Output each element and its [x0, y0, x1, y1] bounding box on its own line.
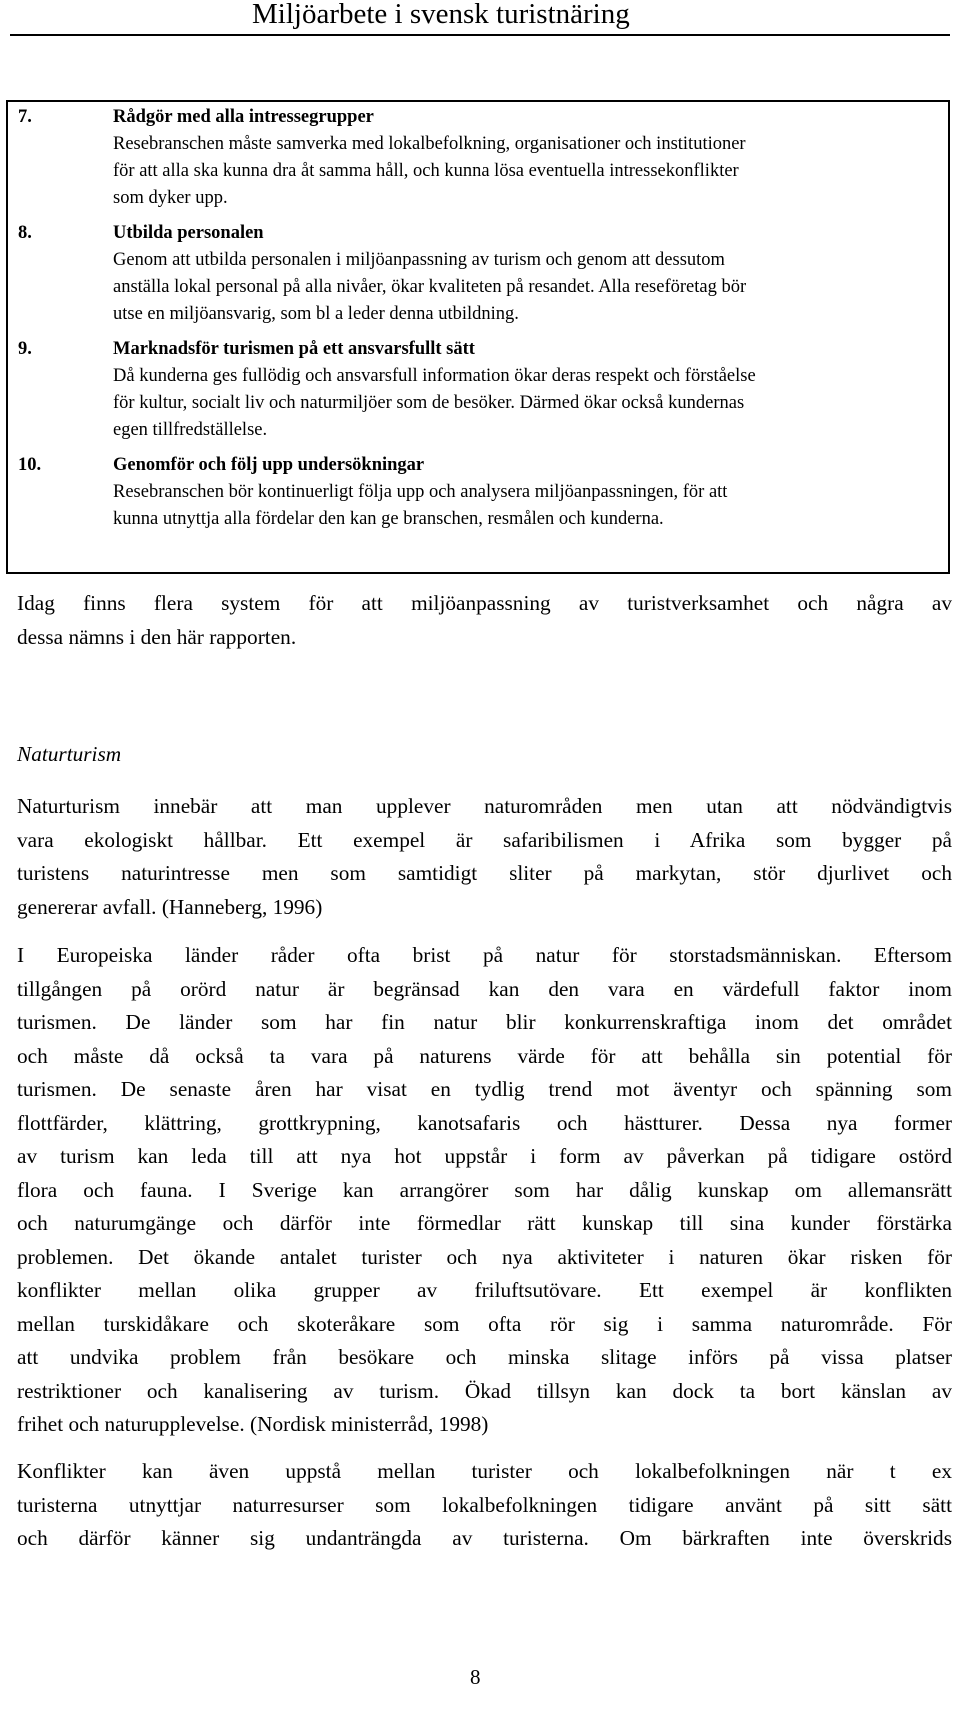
running-header — [10, 0, 950, 36]
text-line: Resebranschen måste samverka med lokalbefolkning, organisationer och institutioner — [113, 134, 746, 154]
list-item-body — [113, 479, 933, 533]
text-line: för kultur, socialt liv och naturmiljöer som de besöker. Därmed ökar också kundernas — [113, 393, 745, 413]
text-line: vara ekologiskt hållbar. Ett exempel är safaribilismen i Afrika som bygger på — [17, 827, 952, 852]
text-line: anställa lokal personal på alla nivåer, ökar kvaliteten på resandet. Alla reseföretag bör — [113, 277, 747, 297]
text-line: mellan turskidåkare och skoteråkare som ofta rör sig i samma naturområde. För — [17, 1311, 952, 1336]
text-line: turistens naturintresse men som samtidigt sliter på markytan, stör djurlivet och — [17, 861, 952, 885]
list-item-body — [113, 363, 933, 444]
text-line: av turism kan leda till att nya hot uppstår i form av påverkan på tidigare ostörd — [17, 1144, 952, 1168]
list-item-number: 7. — [18, 107, 32, 127]
recommendation-box — [6, 100, 950, 574]
list-item-heading: Utbilda personalen — [113, 223, 264, 243]
list-item-number: 9. — [18, 339, 32, 359]
text-line: Genom att utbilda personalen i miljöanpassning av turism och genom att dessutom — [113, 250, 725, 270]
list-item-heading: Rådgör med alla intressegrupper — [113, 107, 374, 127]
paragraph — [17, 790, 952, 924]
text-line: problemen. Det ökande antalet turister och nya aktiviteter i naturen ökar risken för — [17, 1244, 952, 1269]
text-line: turismen. De senaste åren har visat en tydlig trend mot äventyr och spänning som — [17, 1077, 952, 1101]
text-line: genererar avfall. (Hanneberg, 1996) — [17, 894, 323, 919]
text-line: att undvika problem från besökare och minska slitage införs på vissa platser — [17, 1345, 952, 1369]
text-line: tillgången på orörd natur är begränsad kan den vara en värdefull faktor inom — [17, 976, 952, 1001]
section-heading: Naturturism — [17, 742, 122, 766]
running-header-title: Miljöarbete i svensk turistnäring — [252, 0, 630, 30]
intro-paragraph — [17, 587, 952, 654]
text-line: och naturumgänge och därför inte förmedlar rätt kunskap till sina kunder förstärka — [17, 1211, 952, 1235]
list-item-heading: Marknadsför turismen på ett ansvarsfullt sätt — [113, 339, 475, 359]
list-item-number: 8. — [18, 223, 32, 243]
text-line: för att alla ska kunna dra åt samma håll, och kunna lösa eventuella intressekonflikter — [113, 161, 739, 181]
text-line: Idag finns flera system för att miljöanpassning av turistverksamhet och några av — [17, 591, 952, 615]
list-item-body — [113, 247, 933, 328]
text-line: Naturturism innebär att man upplever naturområden men utan att nödvändigtvis — [17, 794, 952, 818]
text-line: Konflikter kan även uppstå mellan turister och lokalbefolkningen när t ex — [17, 1459, 952, 1483]
paragraph — [17, 939, 952, 1442]
text-line: flora och fauna. I Sverige kan arrangörer som har dålig kunskap om allemansrätt — [17, 1177, 952, 1202]
text-line: och därför känner sig undanträngda av turisterna. Om bärkraften inte överskrids — [17, 1526, 952, 1550]
text-line: frihet och naturupplevelse. (Nordisk ministerråd, 1998) — [17, 1412, 489, 1436]
list-item-heading: Genomför och följ upp undersökningar — [113, 455, 425, 475]
page-number: 8 — [470, 1665, 481, 1689]
text-line: dessa nämns i den här rapporten. — [17, 624, 297, 649]
text-line: flottfärder, klättring, grottkrypning, kanotsafaris och hästturer. Dessa nya former — [17, 1110, 952, 1135]
text-line: som dyker upp. — [113, 188, 228, 208]
list-item-number: 10. — [18, 455, 42, 475]
text-line: egen tillfredställelse. — [113, 420, 268, 440]
text-line: turismen. De länder som har fin natur blir konkurrenskraftiga inom det området — [17, 1010, 952, 1034]
text-line: kunna utnyttja alla fördelar den kan ge branschen, resmålen och kunderna. — [113, 509, 664, 529]
paragraph — [17, 1455, 952, 1556]
text-line: Då kunderna ges fullödig och ansvarsfull information ökar deras respekt och förståelse — [113, 366, 756, 386]
text-line: restriktioner och kanalisering av turism. Ökad tillsyn kan dock ta bort känslan av — [17, 1378, 952, 1403]
text-line: Resebranschen bör kontinuerligt följa upp och analysera miljöanpassningen, för att — [113, 482, 728, 502]
text-line: konflikter mellan olika grupper av friluftsutövare. Ett exempel är konflikten — [17, 1278, 952, 1302]
text-line: utse en miljöansvarig, som bl a leder denna utbildning. — [113, 304, 519, 324]
list-item-body — [113, 131, 933, 212]
text-line: I Europeiska länder råder ofta brist på natur för storstadsmänniskan. Eftersom — [17, 943, 952, 967]
text-line: turisterna utnyttjar naturresurser som lokalbefolkningen tidigare använt på sitt sätt — [17, 1492, 952, 1517]
text-line: och måste då också ta vara på naturens värde för att behålla sin potential för — [17, 1043, 952, 1068]
